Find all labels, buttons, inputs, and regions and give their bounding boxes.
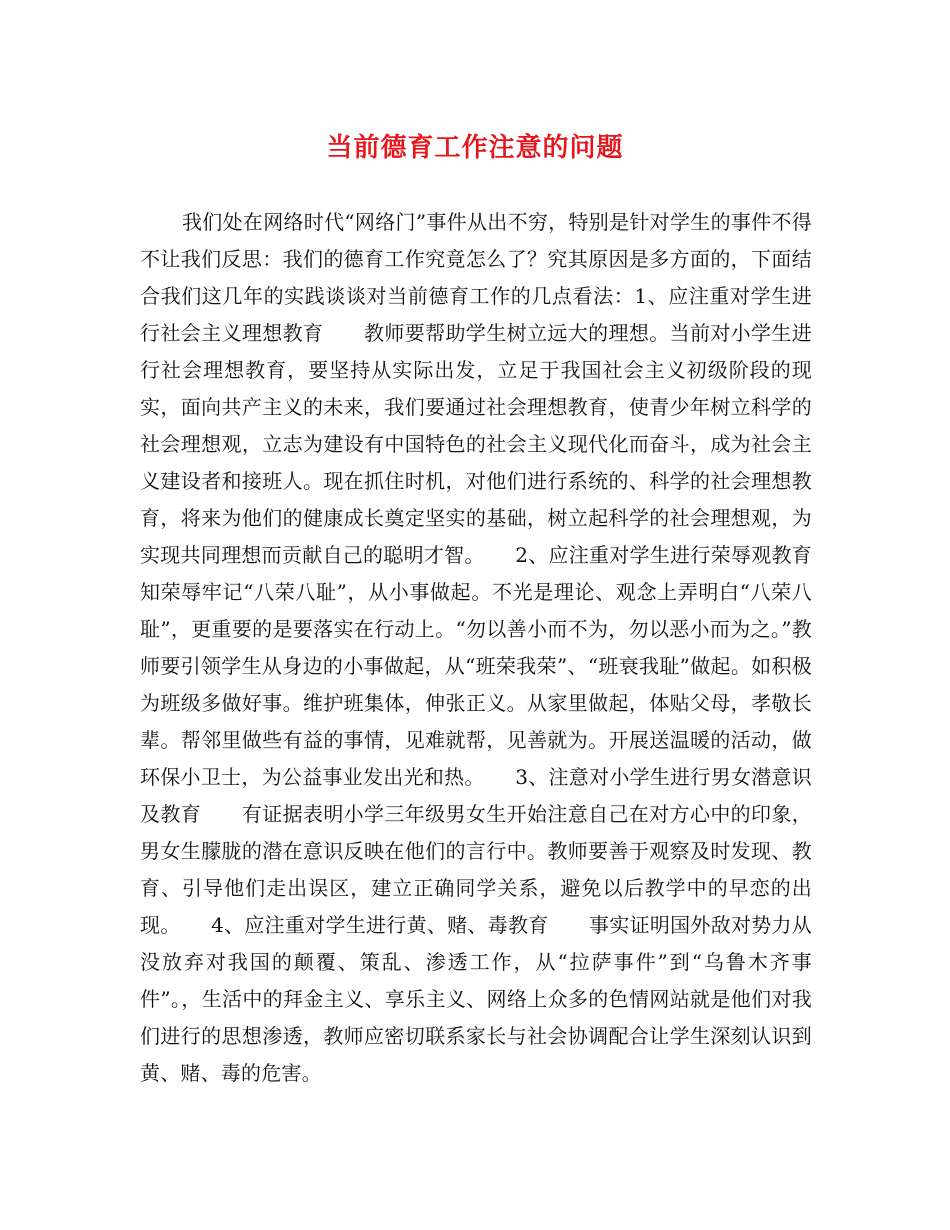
document-body: 我们处在网络时代“网络门”事件从出不穷，特别是针对学生的事件不得不让我们反思：我们的德育工作究竟怎么了？究其原因是多方面的，下面结合我们这几年的实践谈谈对当前德育工作的几点看法：1、应注重对学生进行社会主义理想教育 教师要帮助学生树立远大的理想。当前对小学生进行社会理想教育，要坚持从实际出发，立足于我国社会主义初级阶段的现实，面向共产主义的未来，我们要通过社会理想教育，使青少年树立科学的社会理想观，立志为建设有中国特色的社会主义现代化而奋斗，成为社会主义建设者和接班人。现在抓住时机，对他们进行系统的、科学的社会理想教育，将来为他们的健康成长奠定坚实的基础，树立起科学的社会理想观，为实现共同理想而贡献自己的聪明才智。 2、应注重对学生进行荣辱观教育 知荣辱牢记“八荣八耻”，从小事做起。不光是理论、观念上弄明白“八荣八耻”，更重要的是要落实在行动上。“勿以善小而不为，勿以恶小而为之。”教师要引领学生从身边的小事做起，从“班荣我荣”、“班衰我耻”做起。如积极为班级多做好事。维护班集体，伸张正义。从家里做起，体贴父母，孝敬长辈。帮邻里做些有益的事情，见难就帮，见善就为。开展送温暖的活动，做环保小卫士，为公益事业发出光和热。 3、注意对小学生进行男女潜意识及教育 有证据表明小学三年级男女生开始注意自己在对方心中的印象，男女生朦胧的潜在意识反映在他们的言行中。教师要善于观察及时发现、教育、引导他们走出误区，建立正确同学关系，避免以后教学中的早恋的出现。 4、应注重对学生进行黄、赌、毒教育 事实证明国外敌对势力从没放弃对我国的颠覆、策乱、渗透工作，从“拉萨事件”到“乌鲁木齐事件”。，生活中的拜金主义、享乐主义、网络上众多的色情网站就是他们对我们进行的思想渗透，教师应密切联系家长与社会协调配合让学生深刻认识到黄、赌、毒的危害。 — [140, 210, 853, 1085]
document-title: 当前德育工作注意的问题 — [326, 133, 624, 163]
